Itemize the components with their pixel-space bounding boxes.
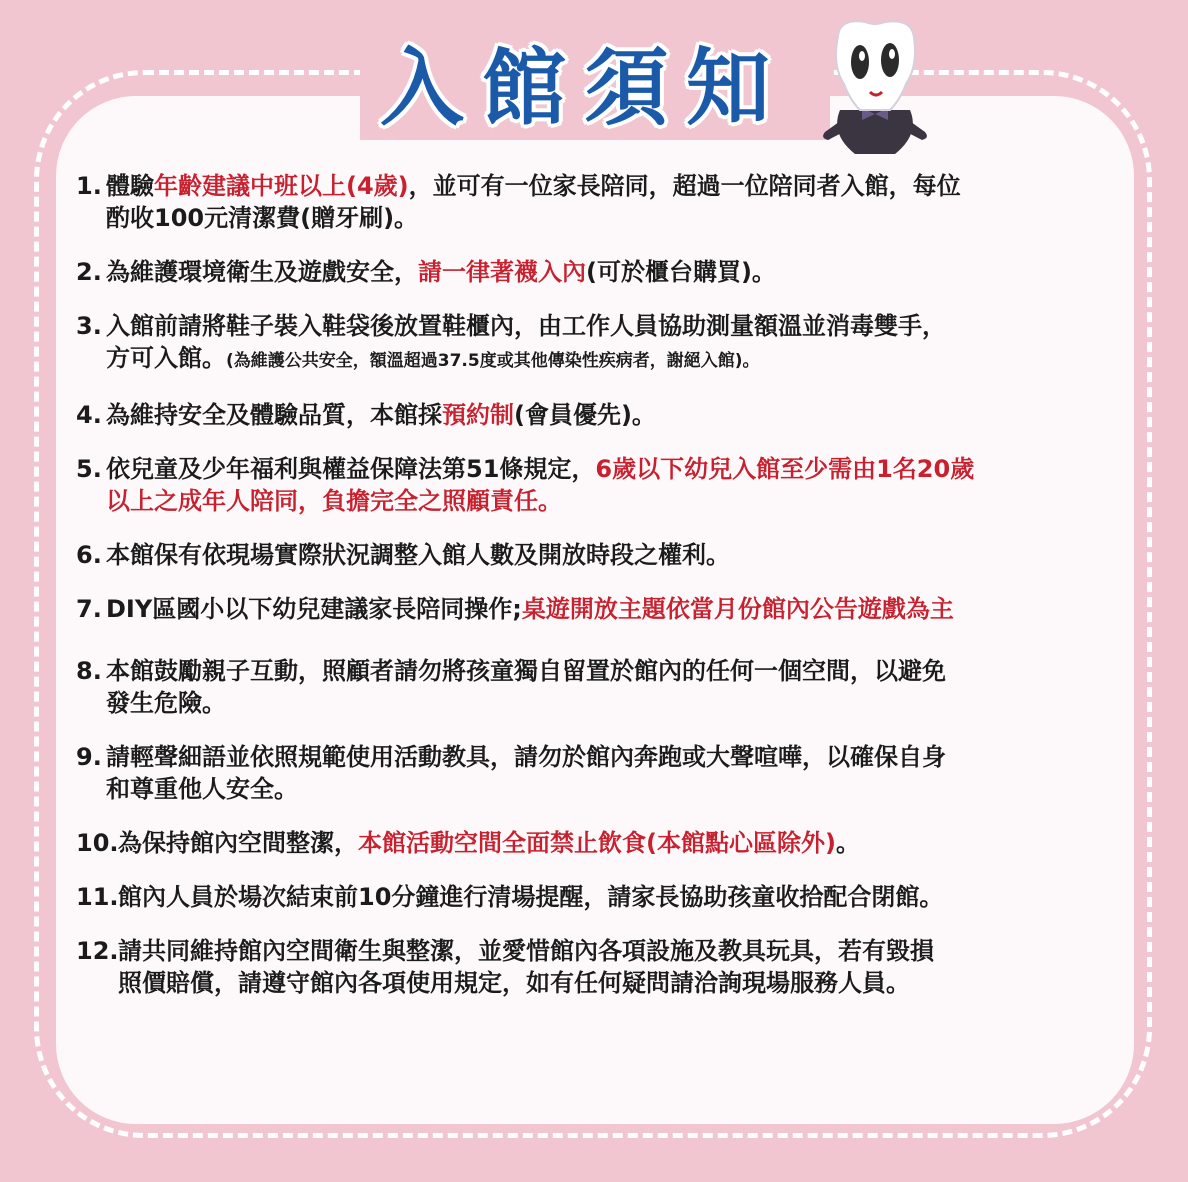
rule-item-6 <box>76 539 1148 571</box>
rule-text: 依兒童及少年福利與權益保障法第51條規定， <box>106 455 596 483</box>
rule-text-continued: 發生危險。 <box>106 689 226 717</box>
rule-note: (為維護公共安全，額溫超過37.5度或其他傳染性疾病者，謝絕入館)。 <box>226 351 760 371</box>
rule-highlight: 6歲以下幼兒入館至少需由1名20歲 <box>595 455 975 483</box>
rule-text: 請輕聲細語並依照規範使用活動教具，請勿於館內奔跑或大聲喧嘩，以確保自身 <box>106 743 946 771</box>
rule-item-12 <box>76 935 1148 999</box>
rule-highlight: 年齡建議中班以上(4歲) <box>154 172 409 200</box>
rule-text-continued: 和尊重他人安全。 <box>106 775 298 803</box>
rule-text: DIY區國小以下幼兒建議家長陪同操作; <box>106 595 522 623</box>
rule-highlight: 本館活動空間全面禁止飲食(本館點心區除外) <box>358 829 836 857</box>
rule-text-continued: 方可入館。 <box>106 344 226 372</box>
rule-number: 6. <box>76 541 102 569</box>
rule-item-7 <box>76 593 1148 625</box>
rule-number: 10. <box>76 829 119 857</box>
rule-item-1 <box>76 170 1148 234</box>
rule-number: 2. <box>76 258 102 286</box>
rule-number: 12. <box>76 937 119 965</box>
rule-number: 1. <box>76 172 102 200</box>
rule-number: 4. <box>76 401 102 429</box>
rule-highlight: 桌遊開放主題依當月份館內公告遊戲為主 <box>521 595 954 623</box>
rule-item-5 <box>76 453 1148 517</box>
rule-number: 5. <box>76 455 102 483</box>
rule-text: 為維護環境衛生及遊戲安全， <box>106 258 418 286</box>
rule-highlight: 預約制 <box>442 401 514 429</box>
rule-text: ，並可有一位家長陪同，超過一位陪同者入館，每位 <box>408 172 961 200</box>
rule-highlight: 請一律著襪入內 <box>418 258 586 286</box>
rule-number: 8. <box>76 657 102 685</box>
rule-text: 。 <box>835 829 860 857</box>
rule-text: (可於櫃台購買)。 <box>586 258 776 286</box>
rule-number: 7. <box>76 595 102 623</box>
rule-item-11 <box>76 881 1148 913</box>
rule-text: 入館前請將鞋子裝入鞋袋後放置鞋櫃內，由工作人員協助測量額溫並消毒雙手， <box>106 312 946 340</box>
rule-item-2 <box>76 256 1148 288</box>
rule-text: 為維持安全及體驗品質，本館採 <box>106 401 442 429</box>
rule-item-8 <box>76 655 1148 719</box>
tooth-mascot-icon <box>800 14 950 162</box>
rule-number: 11. <box>76 883 119 911</box>
rule-number: 3. <box>76 312 102 340</box>
rule-text: 館內人員於場次結束前10分鐘進行清場提醒，請家長協助孩童收拾配合閉館 <box>118 883 920 911</box>
page-title: 入館須知 <box>380 39 789 137</box>
rule-text-continued: 酌收100元清潔費(贈牙刷)。 <box>106 204 419 232</box>
rule-text: 請共同維持館內空間衛生與整潔，並愛惜館內各項設施及教具玩具，若有毀損 <box>118 937 934 965</box>
rule-item-3 <box>76 310 1148 377</box>
rule-highlight-continued: 以上之成年人陪同，負擔完全之照顧責任。 <box>106 487 562 515</box>
rule-item-9 <box>76 741 1148 805</box>
rule-item-4 <box>76 399 1148 431</box>
rule-item-10 <box>76 827 1148 859</box>
rule-text: (會員優先)。 <box>514 401 656 429</box>
rule-text-continued: 照價賠償，請遵守館內各項使用規定，如有任何疑問請洽詢現場服務人員。 <box>118 969 910 997</box>
rule-text: 本館保有依現場實際狀況調整入館人數及開放時段之權利。 <box>106 541 730 569</box>
rule-text: 為保持館內空間整潔， <box>118 829 358 857</box>
rules-list <box>76 170 1148 999</box>
rule-text: 本館鼓勵親子互動，照顧者請勿將孩童獨自留置於館內的任何一個空間，以避免 <box>106 657 946 685</box>
rule-text: 。 <box>919 883 944 911</box>
rule-number: 9. <box>76 743 102 771</box>
rule-text: 體驗 <box>106 172 154 200</box>
